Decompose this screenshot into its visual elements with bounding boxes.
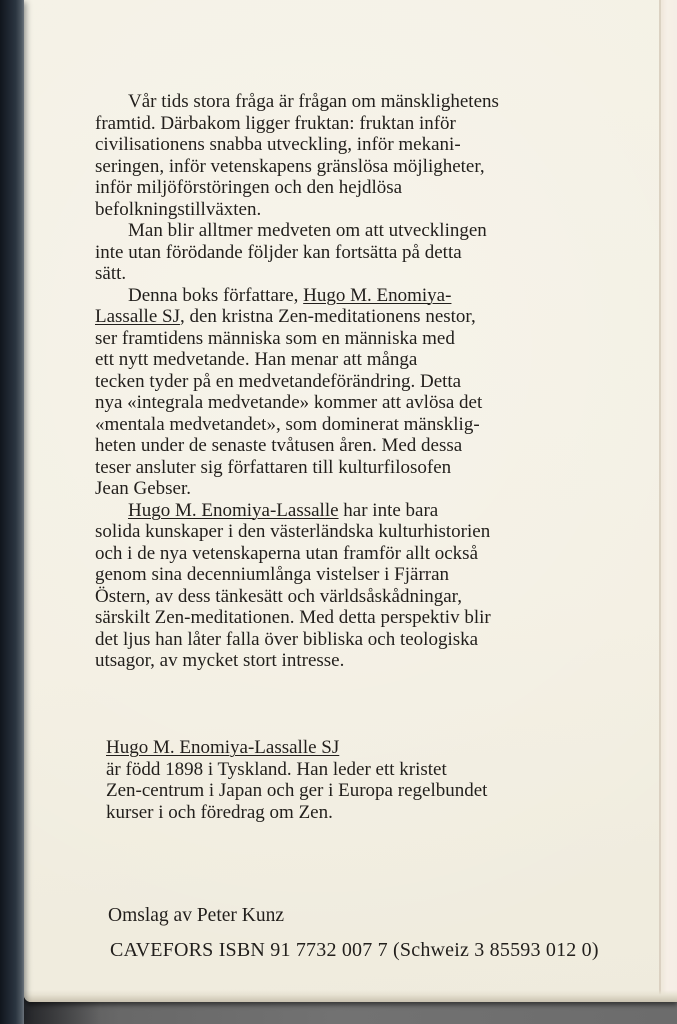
- text-line: [95, 392, 499, 414]
- text-segment: «mentala medvetandet», som dominerat mänsklig-: [95, 413, 480, 435]
- isbn-line: CAVEFORS ISBN 91 7732 007 7 (Schweiz 3 85593 012 0): [110, 939, 599, 961]
- text-segment: det ljus han låter falla över bibliska och teologiska: [95, 628, 479, 650]
- text-line: [95, 285, 499, 307]
- text-segment: och i de nya vetenskaperna utan framför allt också: [95, 542, 479, 564]
- text-line: [95, 156, 499, 178]
- text-line: [95, 564, 499, 586]
- text-line: [95, 371, 499, 393]
- underlined-author-name: Hugo M. Enomiya-Lassalle: [128, 499, 339, 521]
- page-fore-edge: [659, 0, 677, 1002]
- text-segment: Zen-centrum i Japan och ger i Europa regelbundet: [106, 780, 488, 801]
- text-line: [95, 113, 499, 135]
- text-line: [95, 543, 499, 565]
- text-line: [95, 607, 499, 629]
- text-segment: tecken tyder på en medvetandeförändring. Detta: [95, 370, 462, 392]
- text-segment: nya «integrala medvetande» kommer att avlösa det: [95, 392, 483, 413]
- text-segment: Denna boks författare,: [128, 284, 304, 306]
- text-segment: ser framtidens människa som en människa med: [95, 327, 455, 349]
- text-line: [95, 220, 499, 242]
- text-line: [95, 134, 499, 156]
- text-line: [95, 328, 499, 350]
- text-line: [95, 177, 499, 199]
- text-segment: befolkningstillväxten.: [95, 198, 262, 220]
- author-note: [106, 737, 487, 823]
- underlined-author-name: Hugo M. Enomiya-Lassalle SJ: [106, 737, 340, 758]
- text-segment: Östern, av dess tänkesätt och världsåskådningar,: [95, 585, 462, 607]
- book-spine-shadow: [0, 0, 24, 1024]
- page-bottom-edge: [24, 990, 677, 1002]
- text-segment: utsagor, av mycket stort intresse.: [95, 650, 345, 671]
- cover-credit: Omslag av Peter Kunz: [108, 905, 284, 926]
- text-line: [95, 263, 499, 285]
- text-segment: ett nytt medvetande. Han menar att många: [95, 349, 418, 370]
- text-line: [106, 737, 487, 759]
- text-line: [95, 199, 499, 221]
- text-line: [95, 629, 499, 651]
- text-segment: Man blir alltmer medveten om att utvecklingen: [128, 220, 487, 241]
- text-segment: har inte bara: [338, 499, 439, 521]
- text-segment: är född 1898 i Tyskland. Han leder ett kristet: [106, 758, 447, 780]
- text-line: [95, 457, 499, 479]
- text-line: [95, 91, 499, 113]
- text-segment: Vår tids stora fråga är frågan om mänsklighetens: [128, 91, 499, 112]
- text-line: [95, 242, 499, 264]
- text-line: [95, 521, 499, 543]
- text-line: [95, 306, 499, 328]
- text-line: [106, 802, 487, 824]
- text-segment: solida kunskaper i den västerländska kulturhistorien: [95, 521, 491, 542]
- text-segment: seringen, inför vetenskapens gränslösa möjligheter,: [95, 155, 485, 177]
- text-segment: inte utan förödande följder kan fortsätta på detta: [95, 241, 462, 263]
- text-line: [106, 780, 487, 802]
- text-segment: inför miljöförstöringen och den hejdlösa: [95, 177, 403, 198]
- text-segment: kurser i och föredrag om Zen.: [106, 801, 333, 823]
- underlined-author-name: Lassalle SJ: [95, 306, 180, 327]
- text-line: [95, 349, 499, 371]
- text-segment: heten under de senaste tvåtusen åren. Med dessa: [95, 435, 463, 456]
- underlined-author-name: Hugo M. Enomiya-: [303, 284, 452, 306]
- blurb: [95, 91, 499, 672]
- text-segment: sätt.: [95, 263, 127, 284]
- text-segment: , den kristna Zen-meditationens nestor,: [179, 306, 476, 327]
- text-segment: framtid. Därbakom ligger fruktan: fruktan inför: [95, 112, 456, 134]
- text-line: [95, 478, 499, 500]
- text-segment: Jean Gebser.: [95, 478, 192, 499]
- text-line: [106, 759, 487, 781]
- text-line: [95, 414, 499, 436]
- text-line: [95, 500, 499, 522]
- book-back-cover-page: [24, 0, 677, 1002]
- text-segment: civilisationens snabba utveckling, inför mekani-: [95, 134, 461, 155]
- text-line: [95, 586, 499, 608]
- text-segment: särskilt Zen-meditationen. Med detta perspektiv blir: [95, 607, 491, 628]
- text-segment: genom sina decenniumlånga vistelser i Fjärran: [95, 564, 450, 585]
- text-line: [95, 650, 499, 672]
- text-segment: teser ansluter sig författaren till kulturfilosofen: [95, 456, 452, 478]
- text-line: [95, 435, 499, 457]
